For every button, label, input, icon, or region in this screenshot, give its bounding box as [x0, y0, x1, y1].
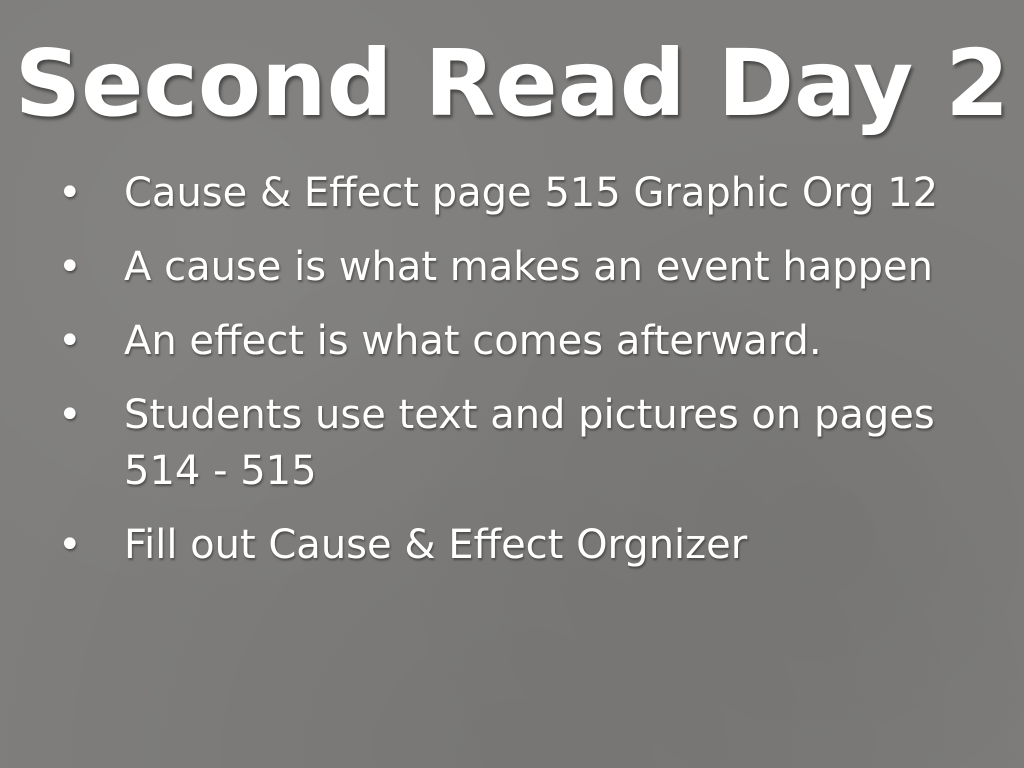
bullet-icon: •: [58, 170, 82, 216]
bullet-item: [56, 313, 956, 369]
bullet-icon: •: [58, 244, 82, 290]
bullet-item: [56, 387, 956, 499]
bullet-icon: •: [58, 522, 82, 568]
bullet-list: [56, 165, 956, 591]
bullet-text: An effect is what comes afterward.: [124, 318, 822, 364]
bullet-text: A cause is what makes an event happen: [124, 244, 933, 290]
bullet-text: Cause & Effect page 515 Graphic Org 12: [124, 170, 939, 216]
bullet-text: Fill out Cause & Effect Orgnizer: [124, 522, 748, 568]
bullet-text: Students use text and pictures on pages 514 - 515: [124, 392, 935, 494]
bullet-item: [56, 165, 956, 221]
bullet-icon: •: [58, 392, 82, 438]
slide-title: Second Read Day 2: [14, 30, 1010, 137]
bullet-item: [56, 239, 956, 295]
bullet-item: [56, 517, 956, 573]
bullet-icon: •: [58, 318, 82, 364]
